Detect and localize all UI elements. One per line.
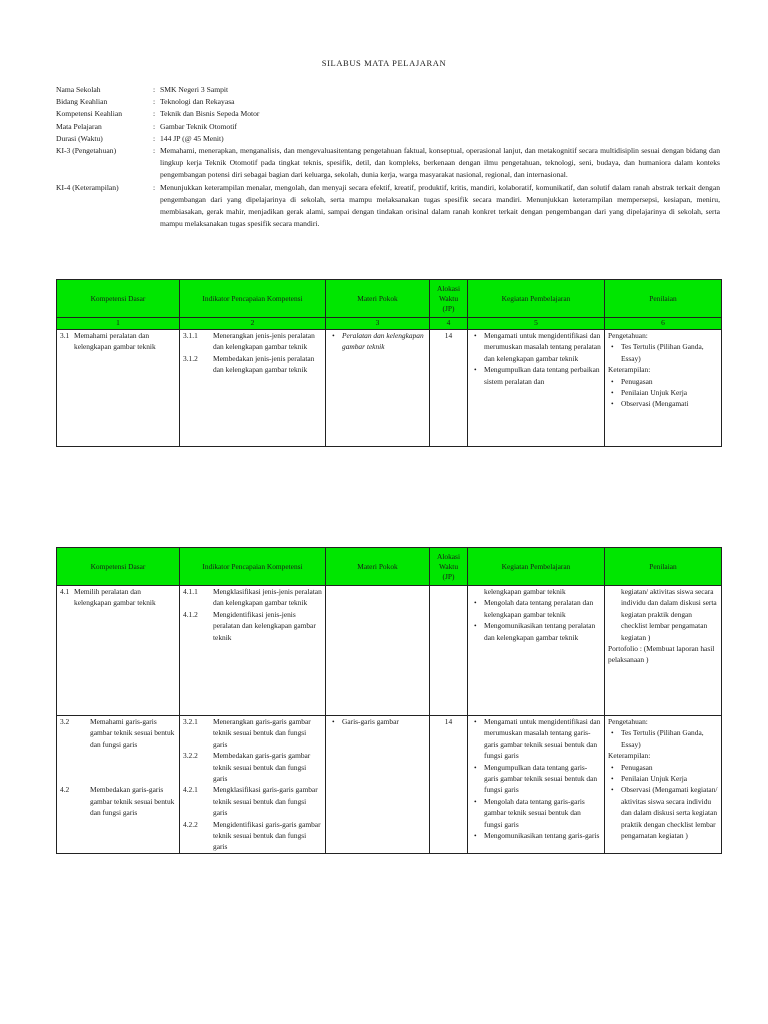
info-value: Teknologi dan Rekayasa — [160, 97, 235, 107]
kd-cell — [57, 330, 180, 447]
header-ipk: Indikator Pencapaian Kompetensi — [180, 280, 326, 318]
info-value: SMK Negeri 3 Sampit — [160, 85, 229, 94]
header-penilaian: Penilaian — [605, 548, 722, 586]
kegiatan-cell — [468, 330, 605, 447]
penilaian-item: • Observasi (Mengamati — [621, 398, 718, 409]
header-ipk: Indikator Pencapaian Kompetensi — [180, 548, 326, 586]
ipk-text: Mengklasifikasi garis-garis gambar teknik sesuai bentuk dan fungsi garis — [213, 785, 318, 818]
header-kd: Kompetensi Dasar — [57, 280, 180, 318]
header-materi: Materi Pokok — [326, 548, 430, 586]
info-row-school: Nama Sekolah : SMK Negeri 3 Sampit — [56, 84, 720, 96]
header-materi: Materi Pokok — [326, 280, 430, 318]
header-alokasi: Alokasi Waktu (JP) — [430, 280, 468, 318]
syllabus-table-1 — [56, 279, 722, 447]
kd-text: Memahami peralatan dan kelengkapan gambar teknik — [74, 331, 156, 352]
header-row — [57, 280, 722, 318]
kd-text: Membedakan garis-garis gambar teknik sesuai bentuk dan fungsi garis — [90, 785, 175, 818]
info-value: Gambar Teknik Otomotif — [160, 121, 237, 131]
kegiatan-item: • Mengumpulkan data tentang perbaikan sistem peralatan dan — [484, 364, 601, 387]
kegiatan-item: • Mengomunikasikan tentang garis-garis — [484, 830, 601, 841]
ipk-number: 4.2.1 — [183, 785, 198, 795]
info-label: Bidang Keahlian — [56, 97, 108, 107]
info-label: KI-3 (Pengetahuan) — [56, 146, 117, 156]
kegiatan-cell — [468, 716, 605, 854]
kegiatan-item: • Mengolah data tentang peralatan dan kelengkapan gambar teknik — [484, 597, 601, 620]
info-row-competency: Kompetensi Keahlian : Teknik dan Bisnis Sepeda Motor — [56, 108, 720, 120]
header-kd: Kompetensi Dasar — [57, 548, 180, 586]
penilaian-item: • Penugasan — [621, 376, 718, 387]
kd-number: 4.1 — [60, 587, 70, 596]
materi-item: • Peralatan dan kelengkapan gambar teknik — [342, 330, 426, 353]
col-number: 3 — [326, 318, 430, 330]
header-kegiatan: Kegiatan Pembelajaran — [468, 548, 605, 586]
kd-number: 4.2 — [60, 785, 70, 795]
header-penilaian: Penilaian — [605, 280, 722, 318]
materi-item: • Garis-garis gambar — [342, 716, 426, 727]
ipk-text: Membedakan jenis-jenis peralatan dan kelengkapan gambar teknik — [213, 353, 315, 375]
header-row — [57, 548, 722, 586]
info-label: Nama Sekolah — [56, 85, 101, 94]
header-alokasi: Alokasi Waktu (JP) — [430, 548, 468, 586]
penilaian-item: • Observasi (Mengamati kegiatan/ aktivitas siswa secara individu dan dalam diskusi serta kegiatan praktik dengan checklist lembar pengamatan kegiatan ) — [621, 784, 718, 841]
kegiatan-continued: kelengkapan gambar teknik — [484, 587, 566, 596]
keterampilan-label: Keterampilan: — [608, 751, 651, 761]
ipk-text: Menerangkan garis-garis gambar teknik sesuai bentuk dan fungsi garis — [213, 717, 311, 749]
info-block — [56, 84, 720, 230]
info-label: Mata Pelajaran — [56, 121, 102, 131]
penilaian-cell — [605, 330, 722, 447]
penilaian-item: • Tes Tertulis (Pilihan Ganda, Essay) — [621, 341, 718, 364]
kd-text: Memilih peralatan dan kelengkapan gambar teknik — [74, 587, 156, 608]
info-row-ki4: KI-4 (Keterampilan) : Menunjukkan keterampilan menalar, mengolah, dan menyaji secara efektif, kreatif, produktif, kritis, mandiri, kolaboratif, komunikatif, dan solutif dalam ranah abstrak terkait dengan pengembangan dari yang dipelajarinya di sekolah, serta mampu melaksanakan tugas spesifik secara mandiri. Menunjukkan keterampilan mempersepsi, kesiapan, meniru, membiasakan, gerak mahir, menjadikan gerak alami, sampai dengan tindakan orisinal dalam ranah konkret terkait dengan pengembangan dari yang dipelajarinya di sekolah, serta mampu melaksanakan tugas spesifik secara mandiri. — [56, 182, 720, 231]
col-number: 4 — [430, 318, 468, 330]
ipk-number: 3.1.1 — [183, 331, 198, 340]
info-label: KI-4 (Keterampilan) — [56, 182, 119, 192]
kd-number: 3.1 — [60, 331, 70, 340]
jp-cell: 14 — [430, 716, 468, 854]
ipk-text: Mengidentifikasi garis-garis gambar teknik sesuai bentuk dan fungsi garis — [213, 819, 321, 852]
ipk-number: 3.2.1 — [183, 717, 198, 726]
kd-cell — [57, 716, 180, 854]
ipk-number: 3.1.2 — [183, 353, 198, 363]
kd-cell — [57, 586, 180, 716]
pengetahuan-label: Pengetahuan: — [608, 717, 648, 726]
materi-cell — [326, 330, 430, 447]
kegiatan-item: • Mengumpulkan data tentang garis-garis gambar teknik sesuai bentuk dan fungsi garis — [484, 762, 601, 796]
ipk-number: 3.2.2 — [183, 751, 198, 761]
header-kegiatan: Kegiatan Pembelajaran — [468, 280, 605, 318]
ipk-number: 4.1.1 — [183, 587, 198, 596]
materi-cell — [326, 586, 430, 716]
kegiatan-item: • Mengomunikasikan tentang peralatan dan kelengkapan gambar teknik — [484, 620, 601, 643]
keterampilan-label: Keterampilan: — [608, 365, 651, 375]
ipk-number: 4.2.2 — [183, 819, 198, 829]
ipk-text: Membedakan garis-garis gambar teknik sesuai bentuk dan fungsi garis — [213, 751, 311, 784]
col-number: 2 — [180, 318, 326, 330]
jp-cell — [430, 586, 468, 716]
info-value: Menunjukkan keterampilan menalar, mengolah, dan menyaji secara efektif, kreatif, produktif, kritis, mandiri, kolaboratif, komunikatif, dan solutif dalam ranah abstrak terkait dengan pengembangan dari yang dipelajarinya di sekolah, serta mampu melaksanakan tugas spesifik secara mandiri. Menunjukkan keterampilan mempersepsi, kesiapan, meniru, membiasakan, gerak mahir, menjadikan gerak alami, sampai dengan tindakan orisinal dalam ranah konkret terkait dengan pengembangan dari yang dipelajarinya di sekolah, serta mampu melaksanakan tugas spesifik secara mandiri. — [160, 182, 720, 229]
info-value: Memahami, menerapkan, menganalisis, dan mengevaluasitentang pengetahuan faktual, konseptual, operasional lanjut, dan metakognitif secara multidisiplin sesuai dengan bidang dan lingkup kerja Teknik Otomotif pada tingkat teknis, spesifik, detil, dan kompleks, berkenaan dengan ilmu pengetahuan, teknologi, seni, budaya, dan humaniora dalam konteks pengembangan potensi diri sebagai bagian dari keluarga, sekolah, dunia kerja, warga masyarakat nasional, regional, dan internasional. — [160, 146, 720, 180]
table-row — [57, 586, 722, 716]
penilaian-cell — [605, 586, 722, 716]
col-number: 6 — [605, 318, 722, 330]
ipk-cell — [180, 716, 326, 854]
kd-number: 3.2 — [60, 717, 70, 726]
penilaian-cell — [605, 716, 722, 854]
kegiatan-cell — [468, 586, 605, 716]
table-row — [57, 716, 722, 854]
document-title: SILABUS MATA PELAJARAN — [321, 58, 447, 68]
info-value: Teknik dan Bisnis Sepeda Motor — [160, 109, 260, 119]
info-row-subject: Mata Pelajaran : Gambar Teknik Otomotif — [56, 121, 720, 133]
info-value: 144 JP (@ 45 Menit) — [160, 133, 224, 143]
penilaian-item: • Tes Tertulis (Pilihan Ganda, Essay) — [621, 727, 718, 750]
info-row-field: Bidang Keahlian : Teknologi dan Rekayasa — [56, 96, 720, 108]
ipk-text: Menerangkan jenis-jenis peralatan dan kelengkapan gambar teknik — [213, 331, 315, 352]
penilaian-continued: kegiatan/ aktivitas siswa secara individu dan dalam diskusi serta kegiatan praktik dengan checklist lembar pengamatan kegiatan ) — [621, 587, 717, 642]
materi-cell — [326, 716, 430, 854]
info-row-ki3: KI-3 (Pengetahuan) : Memahami, menerapkan, menganalisis, dan mengevaluasitentang pengetahuan faktual, konseptual, operasional lanjut, dan metakognitif secara multidisiplin sesuai dengan bidang dan lingkup kerja Teknik Otomotif pada tingkat teknis, spesifik, detil, dan kompleks, berkenaan dengan ilmu pengetahuan, teknologi, seni, budaya, dan humaniora dalam konteks pengembangan potensi diri sebagai bagian dari keluarga, sekolah, dunia kerja, warga masyarakat nasional, regional, dan internasional. — [56, 145, 720, 182]
col-number: 1 — [57, 318, 180, 330]
penilaian-item: • Penilaian Unjuk Kerja — [621, 387, 718, 398]
pengetahuan-label: Pengetahuan: — [608, 331, 648, 340]
kegiatan-item: • Mengamati untuk mengidentifikasi dan merumuskan masalah tentang garis-garis gambar teknik sesuai bentuk dan fungsi garis — [484, 716, 601, 762]
ipk-cell — [180, 330, 326, 447]
jp-cell: 14 — [430, 330, 468, 447]
ipk-number: 4.1.2 — [183, 609, 198, 619]
ipk-text: Mengklasifikasi jenis-jenis peralatan dan kelengkapan gambar teknik — [213, 587, 322, 608]
kegiatan-item: • Mengamati untuk mengidentifikasi dan merumuskan masalah tentang peralatan dan kelengkapan gambar teknik — [484, 330, 601, 364]
penilaian-item: • Penugasan — [621, 762, 718, 773]
column-number-row — [57, 318, 722, 330]
ipk-text: Mengidentifikasi jenis-jenis peralatan dan kelengkapan gambar teknik — [213, 609, 316, 642]
info-row-duration: Durasi (Waktu) : 144 JP (@ 45 Menit) — [56, 133, 720, 145]
penilaian-item: • Penilaian Unjuk Kerja — [621, 773, 718, 784]
syllabus-table-2 — [56, 547, 722, 854]
table-row — [57, 330, 722, 447]
info-label: Kompetensi Keahlian — [56, 109, 123, 119]
ipk-cell — [180, 586, 326, 716]
portofolio-label: Portofolio : (Membuat laporan hasil pelaksanaan ) — [608, 644, 715, 665]
info-label: Durasi (Waktu) — [56, 133, 103, 143]
col-number: 5 — [468, 318, 605, 330]
kegiatan-item: • Mengolah data tentang garis-garis gambar teknik sesuai bentuk dan fungsi garis — [484, 796, 601, 830]
kd-text: Memahami garis-garis gambar teknik sesuai bentuk dan fungsi garis — [90, 717, 175, 749]
